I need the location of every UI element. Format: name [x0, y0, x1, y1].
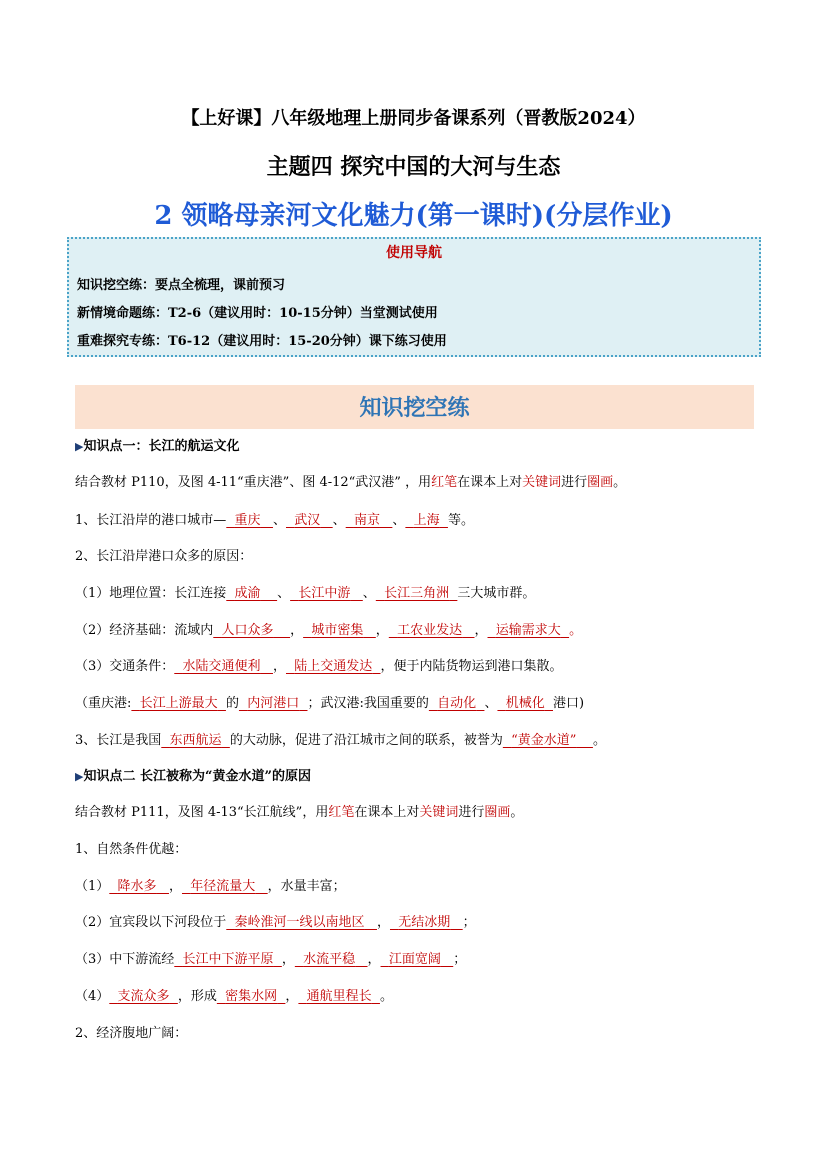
question-line: （3）中下游流经 长江中下游平原 ， 水流平稳 ， 江面宽阔 ； [75, 952, 467, 967]
answer-blank: 水陆交通便利 [182, 659, 261, 674]
triangle-bullet-icon: ▶ [75, 770, 84, 783]
answer-blank: 运输需求大 [495, 623, 561, 638]
answer-blank: 降水多 [117, 879, 157, 894]
answer-blank: 工农业发达 [397, 623, 463, 638]
question-line: （2）经济基础：流域内 人口众多 ， 城市密集 ， 工农业发达 ， 运输需求大 。 [75, 623, 583, 638]
question-line: 2、经济腹地广阔： [75, 1026, 188, 1041]
question-line: （4） 支流众多 ，形成 密集水网 ， 通航里程长 。 [75, 989, 393, 1004]
answer-blank: 上海 [413, 513, 440, 528]
question-line: （1） 降水多 ， 年径流量大 ，水量丰富； [75, 879, 346, 894]
answer-blank: 支流众多 [117, 989, 170, 1004]
knowledge-point-heading: ▶知识点一：长江的航运文化 [75, 439, 240, 454]
question-line: （1）地理位置：长江连接 成渝 、 长江中游 、 长江三角洲 三大城市群。 [75, 586, 536, 601]
answer-blank: 秦岭淮河一线以南地区 [234, 915, 365, 930]
topic-title: 主题四 探究中国的大河与生态 [266, 154, 561, 180]
answer-blank: 内河港口 [247, 696, 300, 711]
knowledge-point-heading: ▶知识点二 长江被称为“黄金水道”的原因 [75, 769, 311, 784]
question-line: 1、自然条件优越： [75, 842, 188, 857]
answer-blank: 长江三角洲 [384, 586, 450, 601]
answer-blank: 长江中游 [298, 586, 351, 601]
triangle-bullet-icon: ▶ [75, 440, 84, 453]
question-line: （3）交通条件： 水陆交通便利 ， 陆上交通发达 ，便于内陆货物运到港口集散。 [75, 659, 563, 674]
nav-line: 新情境命题练：T2-6（建议用时：10-15分钟）当堂测试使用 [77, 306, 438, 321]
answer-blank: 成渝 [234, 586, 261, 601]
answer-blank: 无结冰期 [398, 915, 451, 930]
lesson-title: 2 领略母亲河文化魅力(第一课时)(分层作业) [154, 201, 673, 231]
answer-blank: “黄金水道” [511, 733, 577, 748]
question-line: （2）宜宾段以下河段位于 秦岭淮河一线以南地区 ， 无结冰期 ； [75, 915, 476, 930]
section-banner [75, 385, 754, 429]
answer-blank: 长江上游最大 [139, 696, 218, 711]
answer-blank: 城市密集 [311, 623, 364, 638]
answer-blank: 自动化 [437, 696, 477, 711]
answer-blank: 长江中下游平原 [182, 952, 274, 967]
instruction-line: 结合教材 P111，及图 4-13“长江航线”，用红笔在课本上对关键词进行圈画。 [75, 805, 524, 820]
answer-blank: 东西航运 [169, 733, 222, 748]
answer-blank: 武汉 [294, 513, 321, 528]
answer-blank: 机械化 [505, 696, 545, 711]
answer-blank: 南京 [353, 513, 380, 528]
question-line: 1、长江沿岸的港口城市— 重庆 、 武汉 、 南京 、 上海 等。 [75, 513, 474, 528]
question-line: （重庆港: 长江上游最大 的 内河港口 ；武汉港:我国重要的 自动化 、 机械化 港口) [75, 696, 585, 711]
series-title: 【上好课】八年级地理上册同步备课系列（晋教版2024） [181, 108, 646, 129]
answer-blank: 水流平稳 [303, 952, 356, 967]
question-line: 2、长江沿岸港口众多的原因： [75, 549, 253, 564]
nav-title: 使用导航 [386, 245, 442, 261]
answer-blank: 人口众多 [221, 623, 274, 638]
nav-line: 知识挖空练：要点全梳理，课前预习 [77, 278, 286, 293]
usage-navigation-box [67, 237, 761, 357]
answer-blank: 重庆 [234, 513, 261, 528]
answer-blank: 通航里程长 [306, 989, 372, 1004]
section-banner-title: 知识挖空练 [359, 396, 470, 421]
answer-blank: 陆上交通发达 [294, 659, 373, 674]
instruction-line: 结合教材 P110，及图 4-11“重庆港”、图 4-12“武汉港” ，用红笔在课本上对关键词进行圈画。 [75, 475, 627, 490]
answer-blank: 密集水网 [225, 989, 278, 1004]
nav-line: 重难探究专练：T6-12（建议用时：15-20分钟）课下练习使用 [77, 334, 447, 349]
question-line: 3、长江是我国 东西航运 的大动脉，促进了沿江城市之间的联系，被誉为 “黄金水道” 。 [75, 733, 606, 748]
answer-blank: 江面宽阔 [388, 952, 441, 967]
answer-blank: 年径流量大 [190, 879, 256, 894]
